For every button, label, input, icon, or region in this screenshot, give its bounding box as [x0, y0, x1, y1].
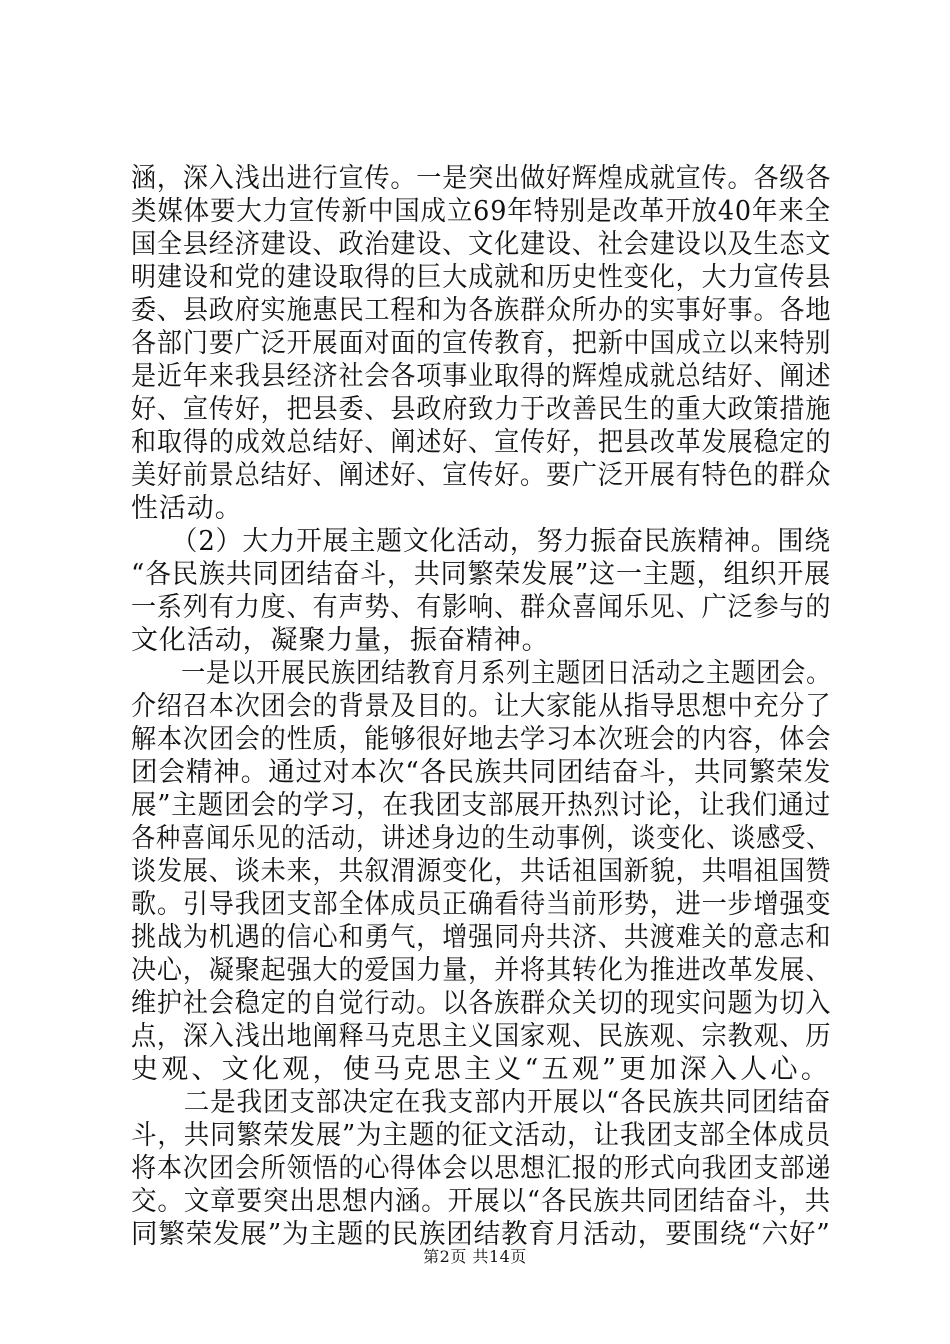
text-line: 维护社会稳定的自觉行动。以各族群众关切的现实问题为切入 — [131, 988, 832, 1019]
text-line: 好、宣传好，把县委、县政府致力于改善民生的重大政策措施 — [131, 394, 832, 425]
text-line: 和取得的成效总结好、阐述好、宣传好，把县改革发展稳定的 — [131, 427, 832, 458]
text-line: 类媒体要大力宣传新中国成立69年特别是改革开放40年来全 — [131, 196, 831, 227]
text-line: 点，深入浅出地阐释马克思主义国家观、民族观、宗教观、历 — [131, 1021, 832, 1052]
text-line: 歌。引导我团支部全体成员正确看待当前形势，进一步增强变 — [131, 889, 832, 920]
text-line: 同繁荣发展”为主题的民族团结教育月活动，要围绕“六好” — [131, 1219, 831, 1250]
text-line: 性活动。 — [131, 493, 243, 524]
text-line: 斗，共同繁荣发展”为主题的征文活动，让我团支部全体成员 — [131, 1120, 832, 1151]
document-body — [131, 162, 831, 1251]
text-line: 明建设和党的建设取得的巨大成就和历史性变化，大力宣传县 — [131, 262, 832, 293]
text-line: “各民族共同团结奋斗，共同繁荣发展”这一主题，组织开展 — [131, 559, 831, 590]
text-line: 各部门要广泛开展面对面的宣传教育，把新中国成立以来特别 — [131, 328, 832, 359]
text-line: 一是以开展民族团结教育月系列主题团日活动之主题团会。 — [131, 658, 832, 689]
text-line: 二是我团支部决定在我支部内开展以“各民族共同团结奋 — [131, 1087, 832, 1118]
text-line: 将本次团会所领悟的心得体会以思想汇报的形式向我团支部递 — [131, 1153, 832, 1184]
text-line: 挑战为机遇的信心和勇气，增强同舟共济、共渡难关的意志和 — [131, 922, 832, 953]
text-line: 一系列有力度、有声势、有影响、群众喜闻乐见、广泛参与的 — [131, 592, 832, 623]
text-line: 国全县经济建设、政治建设、文化建设、社会建设以及生态文 — [131, 229, 832, 260]
text-line: 交。文章要突出思想内涵。开展以“各民族共同团结奋斗，共 — [131, 1186, 832, 1217]
text-line: 展”主题团会的学习，在我团支部展开热烈讨论，让我们通过 — [131, 790, 832, 821]
page-footer: 第2页 共14页 — [423, 1247, 527, 1266]
text-line: 史观、文化观，使马克思主义“五观”更加深入人心。 — [131, 1054, 832, 1085]
text-line: 是近年来我县经济社会各项事业取得的辉煌成就总结好、阐述 — [131, 361, 832, 392]
text-line: （2）大力开展主题文化活动，努力振奋民族精神。围绕 — [131, 526, 831, 557]
text-line: 介绍召本次团会的背景及目的。让大家能从指导思想中充分了 — [131, 691, 832, 722]
text-line: 涵，深入浅出进行宣传。一是突出做好辉煌成就宣传。各级各 — [131, 163, 832, 194]
text-line: 委、县政府实施惠民工程和为各族群众所办的实事好事。各地 — [131, 295, 832, 326]
text-line: 各种喜闻乐见的活动，讲述身边的生动事例，谈变化、谈感受、 — [131, 823, 832, 854]
text-line: 文化活动，凝聚力量，振奋精神。 — [131, 625, 550, 656]
text-line: 解本次团会的性质，能够很好地去学习本次班会的内容，体会 — [131, 724, 832, 755]
text-line: 团会精神。通过对本次“各民族共同团结奋斗，共同繁荣发 — [131, 757, 832, 788]
text-line: 谈发展、谈未来，共叙渭源变化，共话祖国新貌，共唱祖国赞 — [131, 856, 832, 887]
text-line: 决心，凝聚起强大的爱国力量，并将其转化为推进改革发展、 — [131, 955, 832, 986]
text-line: 美好前景总结好、阐述好、宣传好。要广泛开展有特色的群众 — [131, 460, 832, 491]
